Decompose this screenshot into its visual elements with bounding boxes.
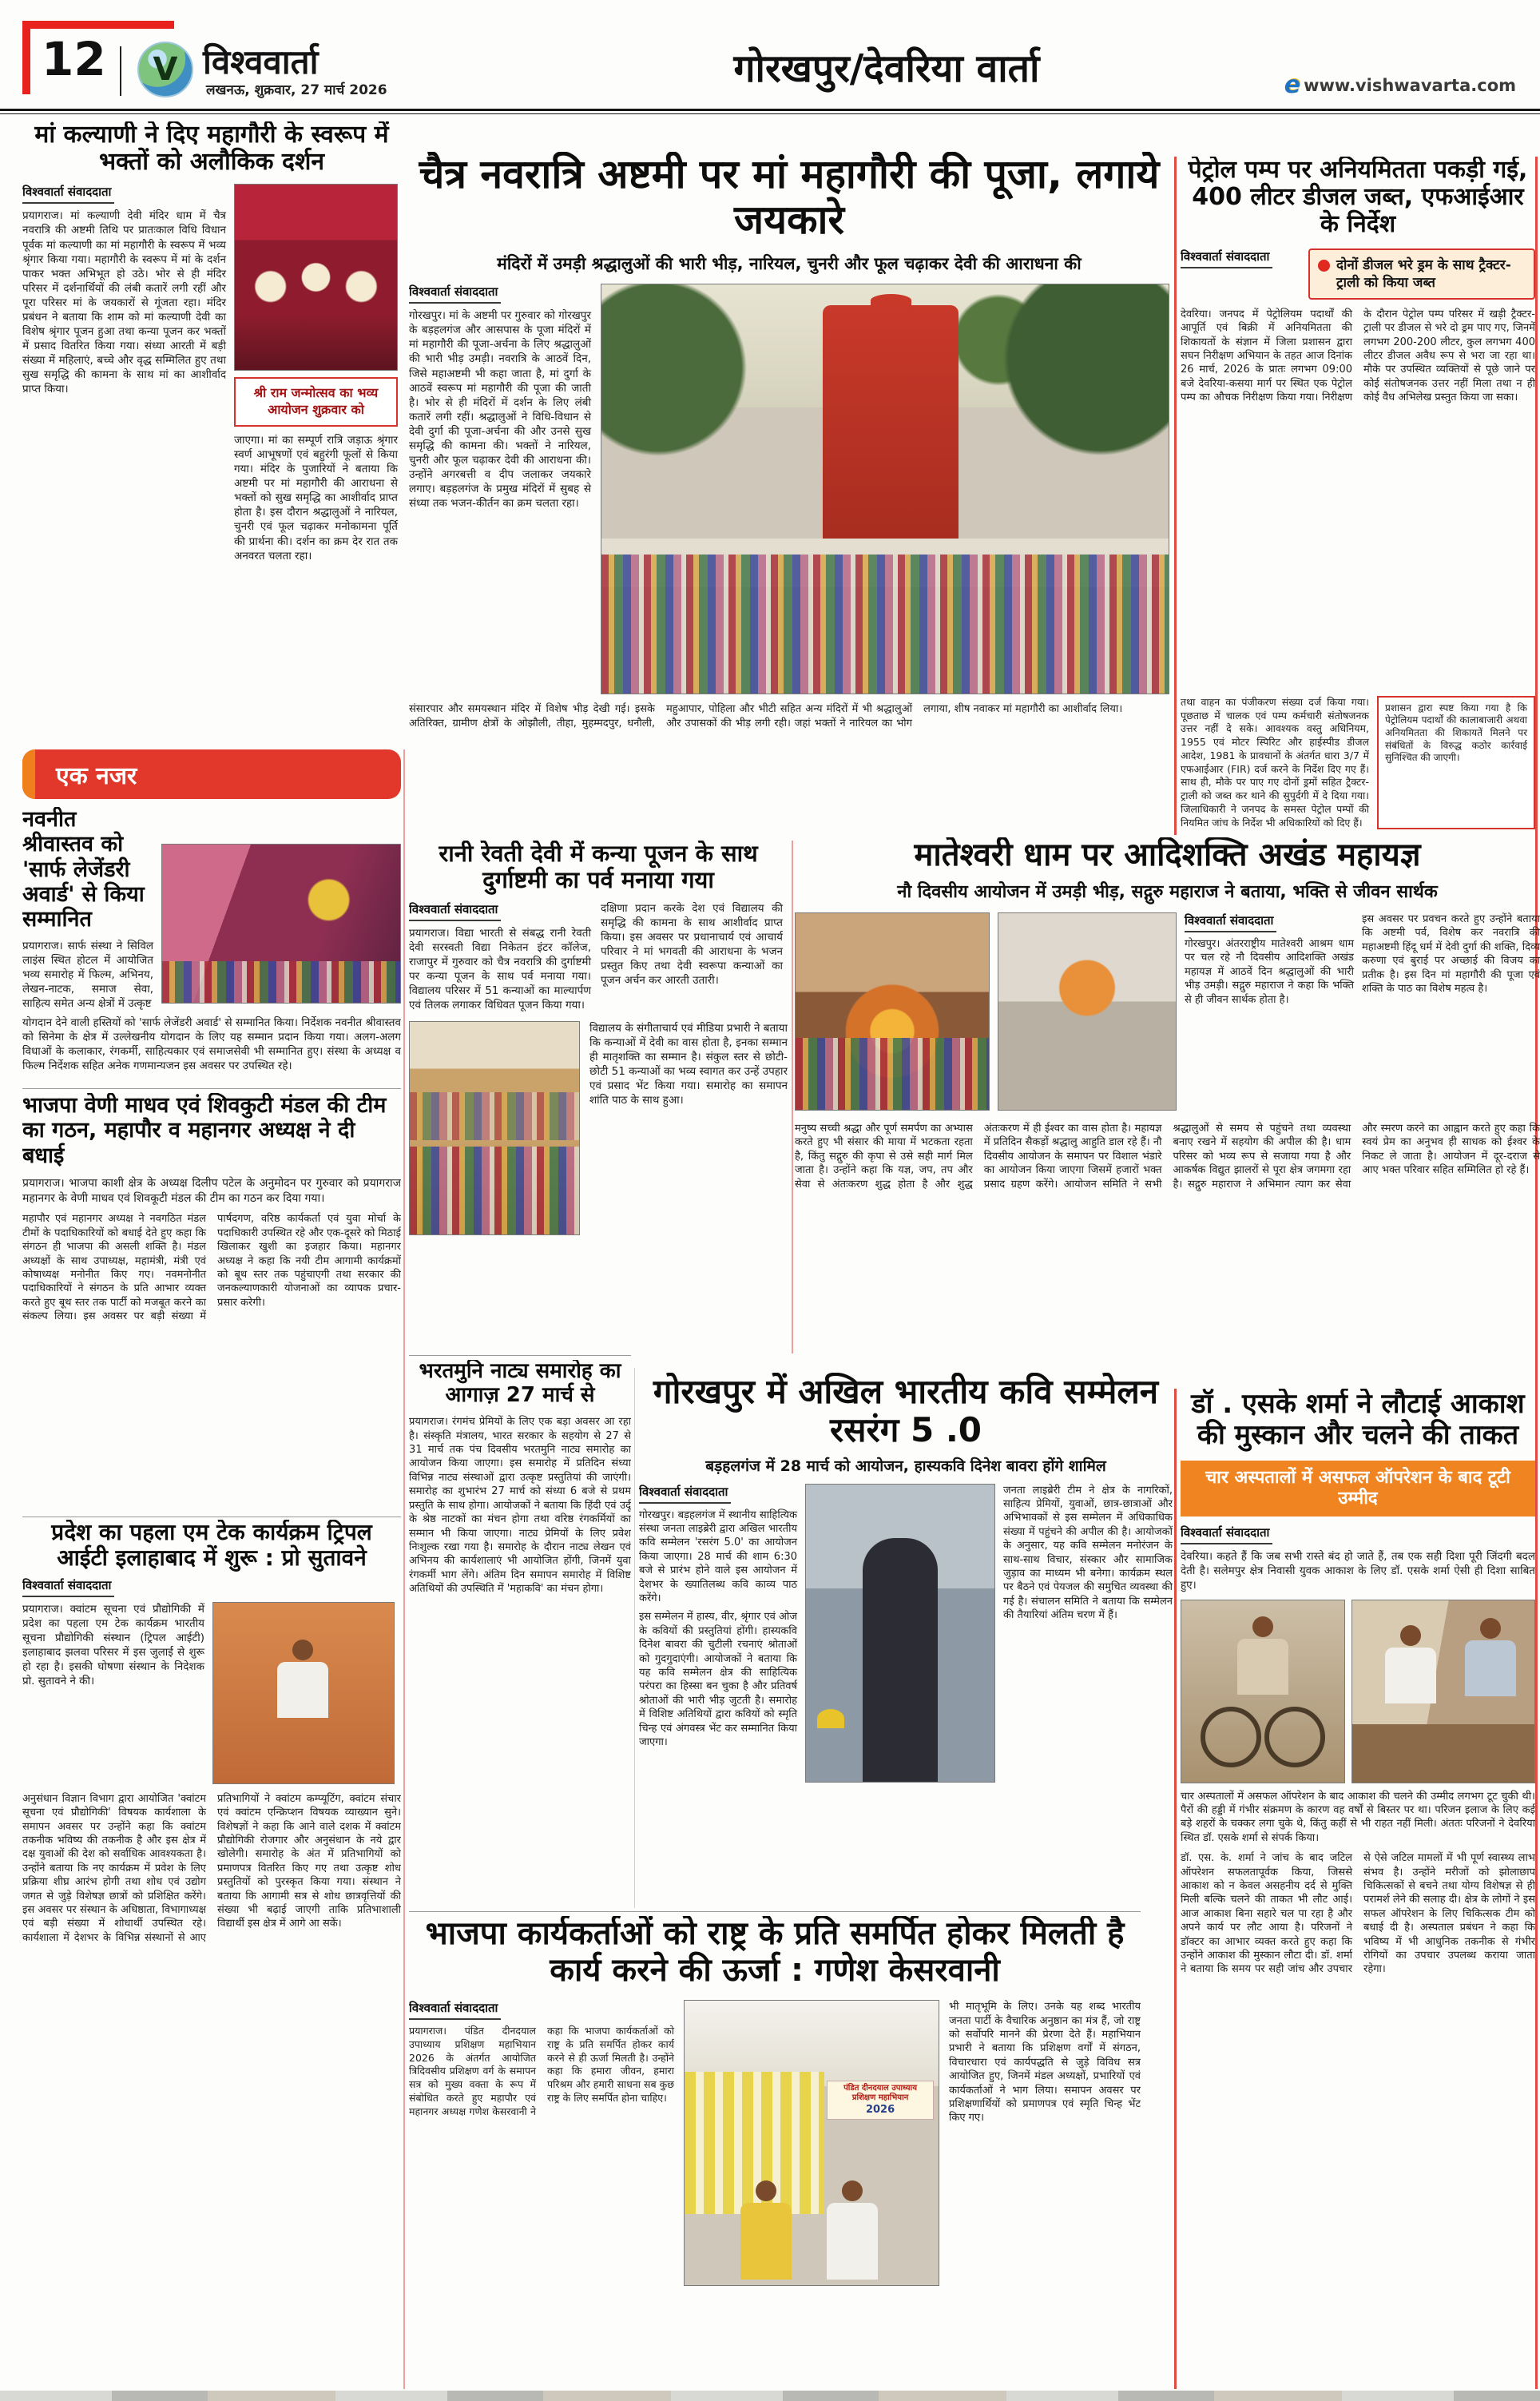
article-body: चार अस्पतालों में असफल ऑपरेशन के बाद आकाश की चलने की उम्मीद लगभग टूट चुकी थी। पैरों की हड्डी में गंभीर संक्रमण के कारण वह वर्षों से बिस्तर पर था। परिजन इलाज के लिए कई बड़े शहरों के चक्कर लगा चुके थे, किंतु कहीं से भी राहत नहीं मिली। अंततः परिजनों ने देवरिया स्थित डॉ. एसके शर्मा से संपर्क किया। (1181, 1790, 1535, 1844)
byline: विश्ववार्ता संवाददाता (1181, 1524, 1272, 1544)
article-col2: इस अवसर पर प्रवचन करते हुए उन्होंने बताया कि अष्टमी पर्व, विशेष कर नवरात्रि की महाअष्टमी हिंदू धर्म में देवी दुर्गा की शक्ति, दिव्य करुणा एवं बुराई पर अच्छाई की विजय का प्रतीक है। इस दिन मां महागौरी की पूजा एवं शक्ति के पाठ का विशेष महत्व है। (1362, 912, 1540, 996)
article-body: मनुष्य सच्ची श्रद्धा और पूर्ण समर्पण का अभ्यास करते हुए भी संसार की माया में भटकता रहता है, किंतु सद्गुरु की कृपा से उसे सही मार्ग मिल जाता है। उन्होंने कहा कि यज्ञ, जप, तप और सेवा से अंतःकरण शुद्ध होता है और शुद्ध अंतःकरण में ही ईश्वर का वास होता है। महायज्ञ में प्रतिदिन सैकड़ों श्रद्धालु आहुति डाल रहे हैं। नौ दिवसीय आयोजन के समापन पर विशाल भंडारे का आयोजन किया जाएगा जिसमें हजारों भक्त प्रसाद ग्रहण करेंगे। आयोजन समिति ने सभी श्रद्धालुओं से समय से पहुंचने तथा व्यवस्था बनाए रखने में सहयोग की अपील की है। धाम परिसर को भव्य रूप से सजाया गया है और आकर्षक विद्युत झालरों से पूरा क्षेत्र जगमगा रहा है। सद्गुरु महाराज ने अभिमान त्याग कर सेवा और स्मरण करने का आह्वान करते हुए कहा कि स्वयं प्रेम का अनुभव ही साधक को ईश्वर के निकट ले जाता है। आयोजन में दूर-दराज से आए भक्त परिवार सहित सम्मिलित हो रहे हैं। (795, 1122, 1540, 1191)
article-headline: प्रदेश का पहला एम टेक कार्यक्रम ट्रिपल आईटी इलाहाबाद में शुरू : प्रो सुतावने (51, 1520, 372, 1571)
edition-date: लखनऊ, शुक्रवार, 27 मार्च 2026 (206, 82, 387, 98)
logo-letter: V (153, 51, 178, 88)
header-rule-thin (0, 113, 1540, 114)
masthead-title: विश्ववार्ता (203, 42, 319, 81)
article-body: प्रयागराज। मां कल्याणी देवी मंदिर धाम में चैत्र नवरात्रि की अष्टमी तिथि पर प्रातःकाल विधि विधान पूर्वक मां कल्याणी का मां महागौरी के स्वरूप में भव्य श्रृंगार किया गया। महागौरी के स्वरूप में मां के दर्शन पाकर भक्त अभिभूत हो उठे। भोर से ही मंदिर परिसर में दर्शनार्थियों की लंबी कतारें लगी रहीं और पूरा परिसर मां के जयकारों से गूंजता रहा। मंदिर प्रबंधन ने बताया कि शाम को मां कल्याणी देवी का विशेष श्रृंगार पूजन हुआ तथा कन्या पूजन कर भक्तों में प्रसाद वितरित किया गया। संध्या आरती में बड़ी संख्या में महिलाएं, बच्चे और वृद्ध सम्मिलित हुए तथा सुख समृद्धि की कामना के साथ मां का आशीर्वाद प्राप्त किया। (22, 209, 226, 396)
article-body-3: जनता लाइब्रेरी टीम ने क्षेत्र के नागरिकों, साहित्य प्रेमियों, युवाओं, छात्र-छात्राओं और अभिभावकों से इस सम्मेलन में अधिकाधिक संख्या में पहुंचने की अपील की है। आयोजकों के अनुसार, यह कवि सम्मेलन मनोरंजन के साथ-साथ विचार, संस्कार और सामाजिक जुड़ाव का माध्यम भी बनेगा। कार्यक्रम स्थल पर बैठने एवं पेयजल की समुचित व्यवस्था की गई है। संचालन समिति ने बताया कि सम्मेलन की तैयारियां अंतिम चरण में हैं। (1003, 1484, 1173, 1622)
byline: विश्ववार्ता संवाददाता (639, 1484, 731, 1504)
article-petrol-pump (1181, 157, 1535, 835)
byline: विश्ववार्ता संवाददाता (22, 1577, 114, 1597)
bullet-dot-icon (1318, 260, 1330, 272)
byline: विश्ववार्ता संवाददाता (1181, 248, 1272, 268)
article-lead: प्रयागराज। क्वांटम सूचना एवं प्रौद्योगिकी में प्रदेश का पहला एम टेक कार्यक्रम भारतीय सूचना प्रौद्योगिकी संस्थान (ट्रिपल आईटी) इलाहाबाद झलवा परिसर में इस जुलाई से शुरू हो रहा है। इसकी घोषणा संस्थान के निदेशक प्रो. सुतावने ने की। (22, 1602, 204, 1688)
article-body: प्रयागराज। रंगमंच प्रेमियों के लिए एक बड़ा अवसर आ रहा है। संस्कृति मंत्रालय, भारत सरकार के सहयोग से 27 से 31 मार्च तक पंच दिवसीय भरतमुनि नाट्य समारोह का आयोजन किया जाएगा। इस समारोह में प्रतिदिन संध्या विभिन्न नाट्य संस्थाओं द्वारा उत्कृष्ट प्रस्तुतियां की जाएंगी। समारोह का शुभारंभ 27 मार्च को संध्या 6 बजे से प्रथम प्रस्तुति के साथ होगा। आयोजकों ने बताया कि हिंदी एवं उर्दू के श्रेष्ठ नाटकों का मंचन होगा तथा वरिष्ठ रंगकर्मियों का सम्मान भी किया जाएगा। नाट्य प्रेमियों के लिए प्रवेश निःशुल्क रखा गया है। समारोह के दौरान नाट्य लेखन एवं अभिनय की कार्यशालाएं भी आयोजित होंगी, जिनमें युवा रंगकर्मी भाग लेंगे। अंतिम दिन समापन समारोह में विशिष्ट अतिथियों की उपस्थिति में 'महाकवि' का मंचन होगा। (409, 1416, 631, 1596)
red-corner-bar (22, 21, 174, 29)
poet-at-mic-photo (805, 1484, 995, 1783)
column-rule-red (1174, 1389, 1177, 2389)
article-body: अनुसंधान विज्ञान विभाग द्वारा आयोजित 'क्वांटम सूचना एवं प्रौद्योगिकी' विषयक कार्यशाला के समापन अवसर पर उन्होंने कहा कि क्वांटम तकनीक भविष्य की तकनीक है और इस क्षेत्र में दक्ष युवाओं की देश को सर्वाधिक आवश्यकता है। उन्होंने बताया कि नए कार्यक्रम में प्रवेश के लिए प्रक्रिया शीघ्र आरंभ होगी तथा शोध एवं उद्योग जगत से जुड़े विशेषज्ञ छात्रों को प्रशिक्षित करेंगे। इस अवसर पर संस्थान के अधिष्ठाता, विभागाध्यक्ष एवं बड़ी संख्या में शोधार्थी उपस्थित रहे। कार्यशाला में देशभर के विभिन्न संस्थानों से आए प्रतिभागियों ने क्वांटम कम्प्यूटिंग, क्वांटम संचार एवं क्वांटम एन्क्रिप्शन विषयक व्याख्यान सुने। विशेषज्ञों ने कहा कि आने वाले दशक में क्वांटम प्रौद्योगिकी रोजगार और अनुसंधान के नये द्वार खोलेगी। समारोह के अंत में प्रतिभागियों को प्रमाणपत्र वितरित किए गए तथा उत्कृष्ट शोध प्रस्तुतियों को पुरस्कृत किया गया। संस्थान ने बताया कि आगामी सत्र से शोध छात्रवृत्तियों की संख्या भी बढ़ाई जाएगी ताकि प्रतिभाशाली विद्यार्थी इस क्षेत्र में आगे आ सकें। (22, 1792, 401, 1944)
main-subhead: मंदिरों में उमड़ी श्रद्धालुओं की भारी भीड़, नारियल, चुनरी और फूल चढ़ाकर देवी की आराधना की (497, 254, 1082, 273)
article-body-2: विद्यालय के संगीताचार्य एवं मीडिया प्रभारी ने बताया कि कन्याओं में देवी का वास होता है, इनका सम्मान ही मातृशक्ति का सम्मान है। संकुल स्तर से छोटी-छोटी 51 कन्याओं का भव्य स्वागत कर उन्हें उपहार एवं प्रसाद भेंट किया गया। समारोह का समापन शांति पाठ के साथ हुआ। (589, 1021, 788, 1107)
article-kavi-sammelan (639, 1373, 1173, 1908)
article-body-2: भी मातृभूमि के लिए। उनके यह शब्द भारतीय जनता पार्टी के वैचारिक अनुष्ठान का मंत्र हैं, जो राष्ट्र को सर्वोपरि मानने की प्रेरणा देते हैं। महाभियान प्रभारी ने बताया कि प्रशिक्षण वर्गों में संगठन, विचारधारा एवं कार्यपद्धति से जुड़े विविध सत्र आयोजित हुए, जिनमें मंडल अध्यक्षों, प्रभारियों एवं कार्यकर्ताओं ने भाग लिया। समापन अवसर पर प्रशिक्षणार्थियों को प्रमाणपत्र एवं स्मृति चिन्ह भेंट किए गए। (949, 2001, 1141, 2125)
banner-line-1: पंडित दीनदयाल उपाध्याय (843, 2083, 917, 2093)
article-subhead: बड़हलगंज में 28 मार्च को आयोजन, हास्यकवि दिनेश बावरा होंगे शामिल (705, 1457, 1106, 1475)
article-lead: प्रयागराज। विद्या भारती से संबद्ध रानी रेवती देवी सरस्वती विद्या निकेतन इंटर कॉलेज, राजापुर में गुरुवार को चैत्र नवरात्रि की दुर्गाष्टमी पर कन्या पूजन के साथ पर्व मनाया गया। विद्यालय परिसर में 51 कन्याओं का माल्यार्पण एवं तिलक लगाकर विधिवत पूजन किया गया। (409, 927, 591, 1012)
article-body-2: जाएगा। मां का सम्पूर्ण रात्रि जड़ाऊ श्रृंगार स्वर्ण आभूषणों एवं बहुरंगी फूलों से किया गया। मंदिर के पुजारियों ने बताया कि अष्टमी पर मां महागौरी की आराधना से भक्तों को सुख समृद्धि का आशीर्वाद प्राप्त होता है। इस दौरान श्रद्धालुओं ने नारियल, चुनरी एवं फूल चढ़ाकर मनोकामना पूर्ति की प्रार्थना की। दर्शन का क्रम देर रात तक अनवरत चलता रहा। (234, 433, 398, 562)
article-body-2: डॉ. एस. के. शर्मा ने जांच के बाद जटिल ऑपरेशन सफलतापूर्वक किया, जिससे आकाश को न केवल असहनीय दर्द से मुक्ति मिली बल्कि चलने की ताकत भी लौट आई। आज आकाश बिना सहारे चल पा रहा है और अपने कार्य पर लौट आया है। परिजनों ने डॉक्टर का आभार व्यक्त करते हुए कहा कि उन्होंने आकाश की मुस्कान लौटा दी। डॉ. शर्मा ने बताया कि समय पर सही जांच और उपचार से ऐसे जटिल मामलों में भी पूर्ण स्वास्थ्य लाभ संभव है। उन्होंने मरीजों को झोलाछाप चिकित्सकों से बचने तथा योग्य विशेषज्ञ से ही परामर्श लेने की सलाह दी। क्षेत्र के लोगों ने इस सफल ऑपरेशन के लिए चिकित्सक टीम को बधाई दी है। अस्पताल प्रबंधन ने कहा कि भविष्य में भी आधुनिक तकनीक से गंभीर रोगियों का उपचार उपलब्ध कराया जाता रहेगा। (1181, 1852, 1535, 1976)
masthead-divider (120, 46, 121, 96)
article-dr-sharma (1181, 1389, 1535, 2389)
column-rule (792, 841, 793, 1354)
article-headline: गोरखपुर में अखिल भारतीय कवि सम्मेलन रसरंग 5 .0 (653, 1373, 1159, 1449)
article-headline: भाजपा कार्यकर्ताओं को राष्ट्र के प्रति समर्पित होकर मिलती है कार्य करने की ऊर्जा : गणेश केसरवानी (425, 1916, 1125, 1989)
deity-photo (234, 184, 398, 371)
main-headline: चैत्र नवरात्रि अष्टमी पर मां महागौरी की पूजा, लगाये जयकारे (419, 152, 1160, 243)
photo-caption: संसारपार और समयस्थान मंदिर में विशेष भीड़ देखी गई। इसके अतिरिक्त, ग्रामीण क्षेत्रों के ओझौली, तीहा, मुहम्मदपुर, धनौली, महुआपार, पोहिला और भीटी सहित अन्य मंदिरों में भी श्रद्धालुओं और उपासकों की भीड़ लगी रही। जहां भक्तों ने नारियल का भोग लगाया, शीष नवाकर मां महागौरी का आशीर्वाद लिया। (409, 703, 1123, 729)
byline: विश्ववार्ता संवाददाता (409, 2000, 501, 2020)
article-lead: गोरखपुर। बड़हलगंज में स्थानीय साहित्यिक संस्था जनता लाइब्रेरी द्वारा अखिल भारतीय कवि सम्मेलन 'रसरंग 5.0' का आयोजन किया जाएगा। 28 मार्च की शाम 6:30 बजे से प्रारंभ होने वाले इस आयोजन में देशभर के ख्यातिलब्ध कवि काव्य पाठ करेंगे। (639, 1509, 797, 1604)
yagya-crowd-photo (795, 912, 990, 1111)
article-main-story (409, 152, 1169, 836)
header-rule (0, 109, 1540, 111)
banner-line-2: प्रशिक्षण महाभियान (851, 2093, 909, 2103)
kanya-pujan-photo (409, 1021, 580, 1235)
article-body: योगदान देने वाली हस्तियों को 'सार्फ लेजेंडरी अवार्ड' से सम्मानित किया। निर्देशक नवनीत श्रीवास्तव को सिनेमा के क्षेत्र में उल्लेखनीय योगदान के लिए यह सम्मान प्रदान किया गया। अलग-अलग विधाओं के कलाकार, रंगकर्मी, साहित्यकार एवं समाजसेवी भी सम्मानित हुए। संस्था के अध्यक्ष व फिल्म निर्देशक सहित अनेक गणमान्यजन इस अवसर पर उपस्थित रहे। (22, 1016, 401, 1073)
patient-cycle-photo (1181, 1600, 1345, 1783)
ek-najar-accent-tab (22, 749, 35, 799)
article-body-2: तथा वाहन का पंजीकरण संख्या दर्ज किया गया। पूछताछ में चालक एवं पम्प कर्मचारी संतोषजनक उत्तर नहीं दे सके। आवश्यक वस्तु अधिनियम, 1955 एवं मोटर स्पिरिट और हाईस्पीड डीजल आदेश, 1981 के प्रावधानों के अंतर्गत धारा 3/7 में एफआईआर (FIR) दर्ज करने के निर्देश दिए गए हैं। साथ ही, मौके पर पाए गए दोनों ड्रमों सहित ट्रैक्टर-ट्राली को जब्त कर थाने की सुपुर्दगी में दे दिया गया। जिलाधिकारी ने जनपद के समस्त पेट्रोल पम्पों की नियमित जांच के निर्देश भी अधिकारियों को दिए हैं। (1181, 695, 1369, 829)
article-headline: रानी रेवती देवी में कन्या पूजन के साथ दुर्गाष्टमी का पर्व मनाया गया (439, 841, 758, 894)
temple-crowd-photo (601, 284, 1169, 694)
training-banner (827, 2081, 933, 2120)
article-body: गोरखपुर। मां के अष्टमी पर गुरुवार को गोरखपुर के बड़हलगंज और आसपास के पूजा मंदिरों में मां महागौरी की पूजा-अर्चना के लिए श्रद्धालुओं की भारी भीड़ उमड़ी। नवरात्रि के आठवें दिन, जिसे महाअष्टमी भी कहा जाता है, मां दुर्गा के आठवें स्वरूप मां महागौरी की पूजा की जाती है। भोर से ही मंदिरों में दर्शन के लिए लंबी कतारें लगी रहीं। श्रद्धालुओं ने विधि-विधान से देवी दुर्गा की पूजा-अर्चना की और उनसे सुख समृद्धि की कामना की। भक्तों ने नारियल, चुनरी और फूल चढ़ाकर देवी की आराधना की। उन्होंने अगरबत्ती व दीप जलाकर जयकारे लगाए। बड़हलगंज के प्रमुख मंदिरों में सुबह से संध्या तक भजन-कीर्तन का क्रम चलता रहा। (409, 309, 591, 511)
article-separator (409, 1911, 1141, 1912)
website-text: www.vishwavarta.com (1304, 76, 1516, 95)
article-headline: मां कल्याणी ने दिए महागौरी के स्वरूप में भक्तों को अलौकिक दर्शन (34, 121, 389, 177)
article-separator (409, 1355, 631, 1356)
section-title: गोरखपुर/देवरिया वार्ता (733, 46, 1040, 91)
article-separator (22, 1088, 401, 1089)
highlight-bullet-box (1308, 248, 1535, 300)
article-subhead: नौ दिवसीय आयोजन में उमड़ी भीड़, सद्गुरु महाराज ने बताया, भक्ति से जीवन सार्थक (897, 881, 1438, 902)
globe-v-logo-icon (137, 42, 193, 97)
article-headline: नवनीत श्रीवास्तव को 'सार्फ लेजेंडरी अवार्ड' से किया सम्मानित (22, 807, 145, 932)
article-headline: भाजपा वेणी माधव एवं शिवकुटी मंडल की टीम का गठन, महापौर व महानगर अध्यक्ष ने दी बधाई (22, 1093, 387, 1168)
byline: विश्ववार्ता संवाददाता (22, 184, 114, 204)
ek-najar-section-badge (22, 749, 401, 799)
article-bjp-mandal (22, 1093, 401, 1513)
ek-najar-label: एक नजर (56, 761, 137, 790)
article-rani-revati (409, 841, 788, 1354)
article-headline: पेट्रोल पम्प पर अनियमितता पकड़ी गई, 400 लीटर डीजल जब्त, एफआईआर के निर्देश (1188, 157, 1528, 239)
award-ceremony-photo (161, 844, 401, 1004)
article-headline: मातेश्वरी धाम पर आदिशक्ति अखंड महायज्ञ (914, 837, 1421, 873)
page-number: 12 (42, 32, 106, 86)
byline: विश्ववार्ता संवाददाता (1185, 912, 1276, 932)
page-bottom-crop-strip (0, 2391, 1540, 2401)
training-hall-photo (684, 2000, 939, 2286)
article-mtech (22, 1520, 401, 2387)
sadguru-maharaj-photo (998, 912, 1177, 1111)
article-kalyani (22, 121, 401, 743)
bullet-text: दोनों डीजल भरे ड्रम के साथ ट्रैक्टर-ट्राली को किया जब्त (1336, 256, 1511, 291)
article-body: इस सम्मेलन में हास्य, वीर, श्रृंगार एवं ओज के कवियों की प्रस्तुतियां होंगी। हास्यकवि दिनेश बावरा की चुटीली रचनाएं श्रोताओं को गुदगुदाएंगी। आयोजकों ने बताया कि यह कवि सम्मेलन क्षेत्र की साहित्यिक परंपरा का हिस्सा बन चुका है और प्रतिवर्ष श्रोताओं की भारी भीड़ जुटती है। समारोह में विशिष्ट अतिथियों द्वारा कवियों को स्मृति चिन्ह एवं अंगवस्त्र भेंट कर सम्मानित किया जाएगा। (639, 1611, 797, 1749)
subhead-strip: चार अस्पतालों में असफल ऑपरेशन के बाद टूटी उम्मीद (1181, 1461, 1535, 1517)
article-lead: प्रयागराज। सार्फ संस्था ने सिविल लाइंस स्थित होटल में आयोजित भव्य समारोह में फिल्म, अभिनय, लेखन-नाटक, समाज सेवा, साहित्य समेत अन्य क्षेत्रों में उत्कृष्ट (22, 939, 153, 1010)
banner-year: 2026 (865, 2103, 895, 2116)
article-headline: भरतमुनि नाट्य समारोह का आगाज़ 27 मार्च से (419, 1360, 621, 1407)
admin-note-box: प्रशासन द्वारा स्पष्ट किया गया है कि पेट्रोलियम पदार्थों की कालाबाजारी अथवा अनियमितता की शिकायतें मिलने पर संबंधितों के विरुद्ध कठोर कार्रवाई सुनिश्चित की जाएगी। (1377, 696, 1535, 830)
article-col1: गोरखपुर। अंतरराष्ट्रीय मातेश्वरी आश्रम धाम पर चल रहे नौ दिवसीय आदिशक्ति अखंड महायज्ञ में आठवें दिन श्रद्धालुओं की भारी भीड़ उमड़ी। सद्गुरु महाराज ने कहा कि भक्ति से ही जीवन सार्थक होता है। (1185, 937, 1354, 1006)
article-bharatmuni (409, 1360, 631, 1908)
speaker-podium-photo (212, 1602, 395, 1784)
column-rule-gray (634, 1368, 635, 1908)
red-corner-bar-left (22, 21, 30, 94)
byline: विश्ववार्ता संवाददाता (409, 901, 501, 921)
article-navneet-award (22, 807, 401, 1085)
article-body: दक्षिणा प्रदान करके देश एवं विद्यालय की समृद्धि की कामना के साथ आशीर्वाद प्राप्त किया। इस अवसर पर प्रधानाचार्य एवं आचार्य परिवार ने मां भगवती की आराधना के भजन प्रस्तुत किए तथा देवी स्वरूपा कन्याओं का पूजन अर्चन कर आरती उतारी। (601, 902, 783, 988)
article-body: प्रयागराज। पंडित दीनदयाल उपाध्याय प्रशिक्षण महाभियान 2026 के अंतर्गत आयोजित त्रिदिवसीय प्रशिक्षण वर्ग के समापन सत्र को मुख्य वक्ता के रूप में संबोधित करते हुए महापौर एवं महानगर अध्यक्ष गणेश केसरवानी ने कहा कि भाजपा कार्यकर्ताओं को राष्ट्र के प्रति समर्पित होकर कार्य करने से ही ऊर्जा मिलती है। उन्होंने कहा कि हमारा जीवन, हमारा परिश्रम और हमारी साधना सब कुछ राष्ट्र के लिए समर्पित होना चाहिए। (409, 2025, 674, 2117)
browser-e-icon: e (1284, 71, 1301, 99)
column-rule-red (1174, 157, 1177, 835)
article-kesarwani (409, 1916, 1141, 2389)
byline: विश्ववार्ता संवाददाता (409, 284, 501, 304)
article-headline: डॉ . एसके शर्मा ने लौटाई आकाश की मुस्कान और चलने की ताकत (1191, 1389, 1525, 1451)
article-lead: प्रयागराज। भाजपा काशी क्षेत्र के अध्यक्ष दिलीप पटेल के अनुमोदन पर गुरुवार को प्रयागराज महानगर के वेणी माधव एवं शिवकूटी मंडल की टीम का गठन कर दिया गया। (22, 1176, 401, 1205)
doctor-clinic-photo (1351, 1600, 1535, 1783)
ram-janmotsav-notice: श्री राम जन्मोत्सव का भव्य आयोजन शुक्रवार को (234, 377, 398, 427)
column-rule (403, 749, 405, 2389)
article-body: महापौर एवं महानगर अध्यक्ष ने नवगठित मंडल टीमों के पदाधिकारियों को बधाई देते हुए कहा कि संगठन ही भाजपा की असली शक्ति है। मंडल अध्यक्षों के साथ उपाध्यक्ष, महामंत्री, मंत्री एवं कोषाध्यक्ष मनोनीत किए गए। नवमनोनीत पदाधिकारियों ने संगठन के प्रति आभार व्यक्त करते हुए बूथ स्तर तक पार्टी को मजबूत करने का संकल्प लिया। इस अवसर पर बड़ी संख्या में पार्षदगण, वरिष्ठ कार्यकर्ता एवं युवा मोर्चा के पदाधिकारी उपस्थित रहे और एक-दूसरे को मिठाई खिलाकर खुशी का इजहार किया। महानगर अध्यक्ष ने कहा कि नयी टीम आगामी कार्यक्रमों को बूथ स्तर तक पहुंचाएगी तथा सरकार की जनकल्याणकारी योजनाओं का व्यापक प्रचार-प्रसार करेगी। (22, 1213, 401, 1323)
article-lead: देवरिया। कहते हैं कि जब सभी रास्ते बंद हो जाते हैं, तब एक सही दिशा पूरी जिंदगी बदल देती है। सलेमपुर क्षेत्र निवासी युवक आकाश के लिए डॉ. एसके शर्मा ऐसी ही दिशा साबित हुए। (1181, 1550, 1535, 1592)
article-mateshwari (795, 837, 1540, 1374)
website-link (1284, 71, 1516, 99)
article-body: देवरिया। जनपद में पेट्रोलियम पदार्थों की आपूर्ति एवं बिक्री में अनियमितता की शिकायतों के संज्ञान में जिला प्रशासन द्वारा सघन निरीक्षण अभियान के तहत आज दिनांक 26 मार्च, 2026 के प्रातः लगभग 09:00 बजे देवरिया-कसया मार्ग पर स्थित एक पेट्रोल पम्प का औचक निरीक्षण किया गया। निरीक्षण के दौरान पेट्रोल पम्प परिसर में खड़ी ट्रैक्टर-ट्राली पर डीजल से भरे दो ड्रम पाए गए, जिनमें लगभग 200-200 लीटर, कुल लगभग 400 लीटर डीजल अवैध रूप से भरा जा रहा था। मौके पर उपस्थित व्यक्तियों से पूछे जाने पर कोई संतोषजनक उत्तर नहीं मिला तथा न ही कोई वैध अभिलेख प्रस्तुत किया जा सका। (1181, 308, 1535, 404)
